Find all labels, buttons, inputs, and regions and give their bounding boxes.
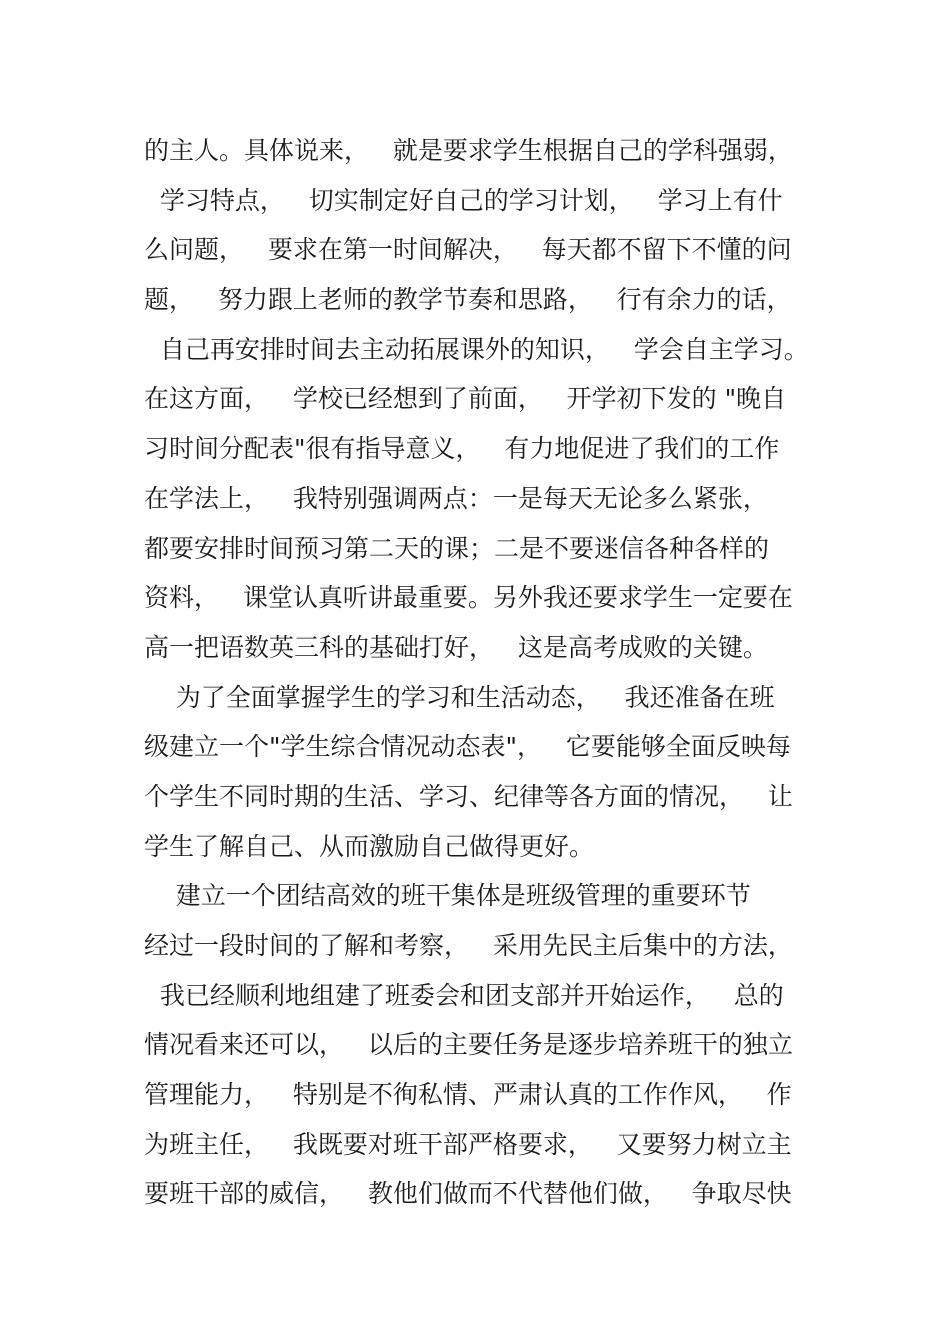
text-line: 我已经顺利地组建了班委会和团支部并开始运作， 总的 [144,980,784,1010]
text-line: 的主人。具体说来， 就是要求学生根据自己的学科强弱， [144,136,793,165]
text-line: 学生了解自己、从而激励自己做得更好。 [144,831,595,861]
text-line: 级建立一个"学生综合情况动态表"， 它要能够全面反映每 [144,732,791,762]
text-line: 管理能力， 特别是不徇私情、严肃认真的工作作风， 作 [144,1080,792,1110]
text-line: 自己再安排时间去主动拓展课外的知识， 学会自主学习。 [144,334,809,364]
text-line: 题， 努力跟上老师的教学节奏和思路， 行有余力的话， [144,285,792,315]
text-line: 学习特点， 切实制定好自己的学习计划， 学习上有什 [144,185,783,215]
text-line: 要班干部的威信， 教他们做而不代替他们做， 争取尽快 [144,1179,792,1209]
text-line: 为班主任， 我既要对班干部严格要求， 又要努力树立主 [144,1129,792,1159]
text-line: 资料， 课堂认真听讲最重要。另外我还要求学生一定要在 [144,583,793,613]
paragraph-first-line: 为了全面掌握学生的学习和生活动态， 我还准备在班 [144,682,775,712]
document-body [144,126,834,1219]
text-line: 高一把语数英三科的基础打好， 这是高考成败的关键。 [144,632,768,662]
text-line: 个学生不同时期的生活、学习、纪律等各方面的情况， 让 [144,781,793,811]
text-line: 在这方面， 学校已经想到了前面， 开学初下发的 "晚自 [144,384,787,414]
text-line: 都要安排时间预习第二天的课；二是不要迷信各种各样的 [144,533,770,563]
text-line: 情况看来还可以， 以后的主要任务是逐步培养班干的独立 [144,1030,793,1060]
text-line: 在学法上， 我特别强调两点：一是每天无论多么紧张， [144,483,768,513]
text-line: 么问题， 要求在第一时间解决， 每天都不留下不懂的问 [144,235,792,265]
text-line: 经过一段时间的了解和考察， 采用先民主后集中的方法， [144,931,793,960]
text-line: 习时间分配表"很有指导意义， 有力地促进了我们的工作 [144,434,780,464]
paragraph-first-line: 建立一个团结高效的班干集体是班级管理的重要环节 [144,881,751,911]
